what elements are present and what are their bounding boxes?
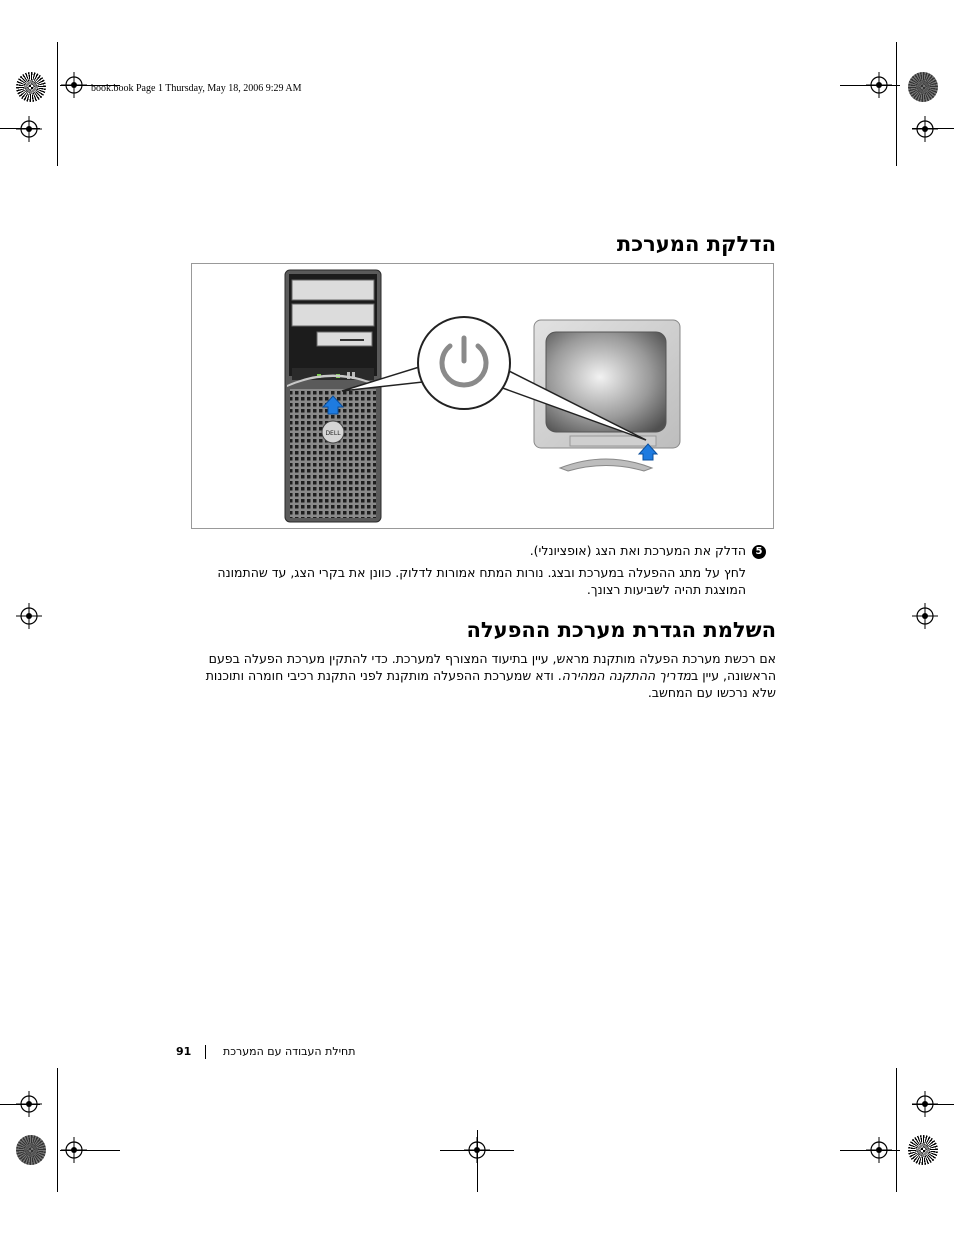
crop-mark	[57, 1068, 58, 1192]
power-on-illustration	[191, 263, 774, 529]
step-5-instruction: הדלק את המערכת ואת הצג (אופציונלי).	[529, 543, 746, 558]
registration-target-icon	[912, 603, 938, 629]
os-setup-text-1: אם רכשת מערכת הפעלה מותקנת מראש, עיין בתיעוד המצורף למערכת. כדי להתקין מערכת הפעלה בפעם הראשונה, עיין ב	[208, 651, 776, 683]
starburst-print-mark-icon	[908, 72, 938, 102]
quick-reference-guide-ref: מדריך ההתקנה המהירה	[561, 668, 692, 683]
page-number: 91	[176, 1045, 192, 1058]
registration-target-icon	[61, 72, 87, 98]
step-number-badge: 5	[752, 545, 766, 559]
starburst-print-mark-icon	[16, 1135, 46, 1165]
registration-target-icon	[464, 1137, 490, 1163]
registration-target-icon	[912, 116, 938, 142]
power-button-magnified	[418, 317, 510, 409]
starburst-print-mark-icon	[16, 72, 46, 102]
step-5-details: לחץ על מתג ההפעלה במערכת ובצג. נורות המתח אמורות לדלוק. כוונן את בקרי הצג, עד שהתמונה המוצגת תהיה לשביעות רצונך.	[217, 565, 746, 597]
registration-target-icon	[866, 72, 892, 98]
dell-logo: DELL	[325, 430, 341, 437]
crop-mark	[57, 42, 58, 166]
os-setup-paragraph	[196, 650, 776, 701]
starburst-print-mark-icon	[908, 1135, 938, 1165]
print-header-note: book.book Page 1 Thursday, May 18, 2006 9:29 AM	[91, 83, 302, 94]
crop-mark	[896, 42, 897, 166]
registration-target-icon	[16, 1091, 42, 1117]
registration-target-icon	[16, 116, 42, 142]
step-5	[206, 542, 766, 559]
os-setup-text-2: . ודא שמערכת ההפעלה מותקנת לפני התקנת רכיבי חומרה ותוכנות שלא נרכשו עם המחשב.	[205, 668, 776, 700]
registration-target-icon	[61, 1137, 87, 1163]
footer-chapter-title: תחילת העבודה עם המערכת	[223, 1045, 356, 1058]
section-title-power-on: הדלקת המערכת	[616, 232, 776, 256]
registration-target-icon	[16, 603, 42, 629]
crop-mark	[896, 1068, 897, 1192]
section-title-os-setup: השלמת הגדרת מערכת ההפעלה	[466, 618, 776, 642]
registration-target-icon	[866, 1137, 892, 1163]
registration-target-icon	[912, 1091, 938, 1117]
footer-separator	[205, 1045, 206, 1059]
computer-and-monitor-drawing	[192, 264, 773, 528]
